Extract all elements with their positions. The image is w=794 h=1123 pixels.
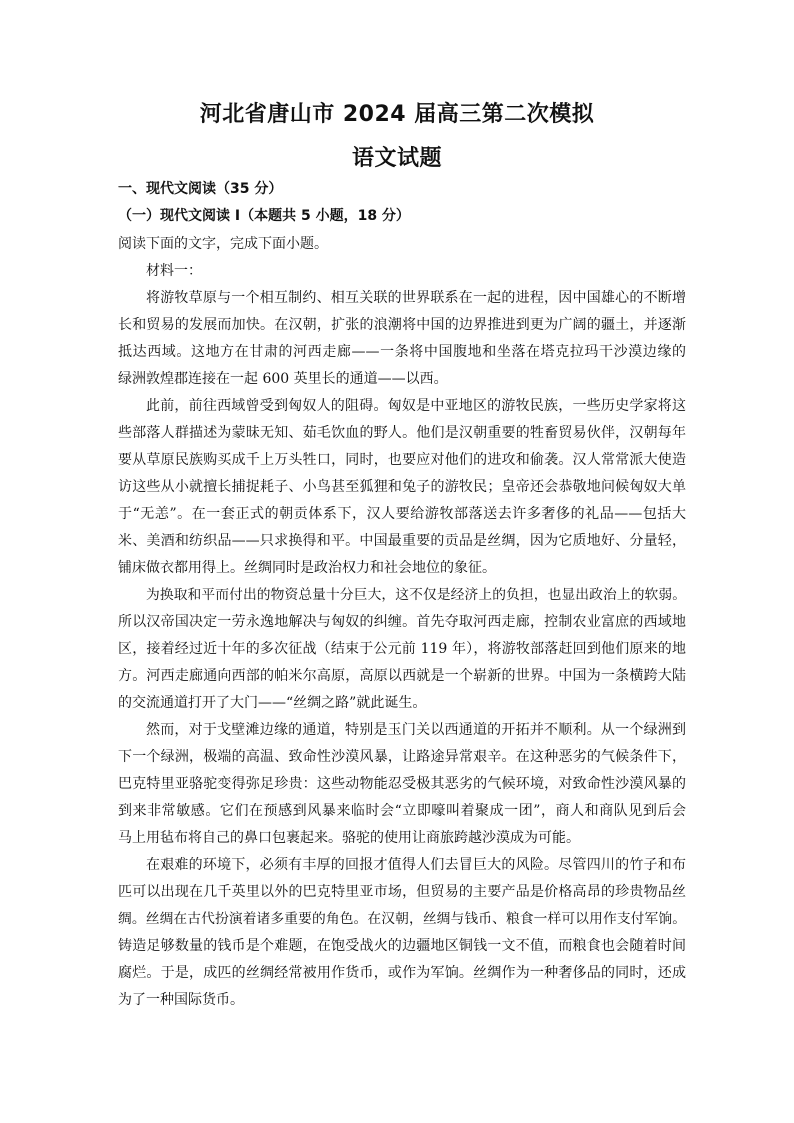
- paragraph-5-line-6: 为了一种国际货币。: [118, 992, 244, 1008]
- paragraph-2-line-4: 访这些从小就擅长捕捉耗子、小鸟甚至狐狸和兔子的游牧民；皇帝还会恭敬地问候匈奴大单: [118, 479, 686, 495]
- paragraph-1-line-3: 抵达西域。这地方在甘肃的河西走廊——一条将中国腹地和坐落在塔克拉玛干沙漠边缘的: [118, 344, 686, 360]
- paragraph-4-line-2: 下一个绿洲，极端的高温、致命性沙漠风暴，让路途异常艰辛。在这种恶劣的气候条件下，: [118, 749, 686, 765]
- paragraph-5-line-1: 在艰难的环境下，必须有丰厚的回报才值得人们去冒巨大的风险。尽管四川的竹子和布: [146, 857, 686, 873]
- paragraph-1-line-2: 长和贸易的发展而加快。在汉朝，扩张的浪潮将中国的边界推进到更为广阔的疆土，并逐渐: [118, 317, 686, 333]
- paragraph-2-line-3: 要从草原民族购买成千上万头牲口，同时，也要应对他们的进攻和偷袭。汉人常常派大使造: [118, 452, 686, 468]
- section-heading: 一、现代文阅读（35 分）: [118, 181, 283, 197]
- paragraph-2-line-6: 米、美酒和纺织品——只求换得和平。中国最重要的贡品是丝绸，因为它质地好、分量轻，: [118, 533, 686, 549]
- paragraph-1-line-1: 将游牧草原与一个相互制约、相互关联的世界联系在一起的进程，因中国雄心的不断增: [146, 290, 686, 306]
- paragraph-1-line-4: 绿洲敦煌郡连接在一起 600 英里长的通道——以西。: [118, 371, 448, 387]
- exam-subject-title: 语文试题: [351, 146, 442, 171]
- paragraph-3-line-4: 方。河西走廊通向西部的帕米尔高原，高原以西就是一个崭新的世界。中国为一条横跨大陆: [118, 668, 686, 684]
- material-label: 材料一：: [146, 263, 202, 279]
- paragraph-3-line-3: 区，接着经过近十年的多次征战（结束于公元前 119 年），将游牧部落赶回到他们原来的地: [118, 641, 686, 657]
- paragraph-4-line-3: 巴克特里亚骆驼变得弥足珍贵：这些动物能忍受极其恶劣的气候环境，对致命性沙漠风暴的: [118, 776, 686, 792]
- paragraph-2-line-5: 于“无恙”。在一套正式的朝贡体系下，汉人要给游牧部落送去许多奢侈的礼品——包括大: [118, 506, 686, 522]
- paragraph-2-line-1: 此前，前往西域曾受到匈奴人的阻碍。匈奴是中亚地区的游牧民族，一些历史学家将这: [146, 398, 686, 414]
- paragraph-5-line-4: 铸造足够数量的钱币是个难题，在饱受战火的边疆地区铜钱一文不值，而粮食也会随着时间: [118, 938, 686, 954]
- paragraph-5-line-5: 腐烂。于是，成匹的丝绸经常被用作货币，或作为军饷。丝绸作为一种奢侈品的同时，还成: [118, 965, 686, 981]
- paragraph-3-line-5: 的交流通道打开了大门——“丝绸之路”就此诞生。: [118, 695, 427, 711]
- instruction-text: 阅读下面的文字，完成下面小题。: [118, 236, 328, 252]
- exam-title: 河北省唐山市 2024 届高三第二次模拟: [199, 102, 595, 127]
- paragraph-3-line-2: 所以汉帝国决定一劳永逸地解决与匈奴的纠缠。首先夺取河西走廊，控制农业富庶的西域地: [118, 614, 686, 630]
- paragraph-4-line-1: 然而，对于戈壁滩边缘的通道，特别是玉门关以西通道的开拓并不顺利。从一个绿洲到: [146, 722, 686, 738]
- paragraph-5-line-2: 匹可以出现在几千英里以外的巴克特里亚市场，但贸易的主要产品是价格高昂的珍贵物品丝: [118, 884, 686, 900]
- paragraph-2-line-7: 铺床做衣都用得上。丝绸同时是政治权力和社会地位的象征。: [118, 560, 496, 576]
- paragraph-2-line-2: 些部落人群描述为蒙昧无知、茹毛饮血的野人。他们是汉朝重要的牲畜贸易伙伴，汉朝每年: [118, 425, 686, 441]
- paragraph-3-line-1: 为换取和平而付出的物资总量十分巨大，这不仅是经济上的负担，也显出政治上的软弱。: [146, 587, 686, 603]
- paragraph-4-line-4: 到来非常敏感。它们在预感到风暴来临时会“立即嚎叫着聚成一团”，商人和商队见到后会: [118, 803, 686, 819]
- paragraph-5-line-3: 绸。丝绸在古代扮演着诸多重要的角色。在汉朝，丝绸与钱币、粮食一样可以用作支付军饷。: [118, 911, 686, 927]
- subsection-heading: （一）现代文阅读 I（本题共 5 小题，18 分）: [118, 208, 410, 224]
- paragraph-4-line-5: 马上用毡布将自己的鼻口包裹起来。骆驼的使用让商旅跨越沙漠成为可能。: [118, 830, 580, 846]
